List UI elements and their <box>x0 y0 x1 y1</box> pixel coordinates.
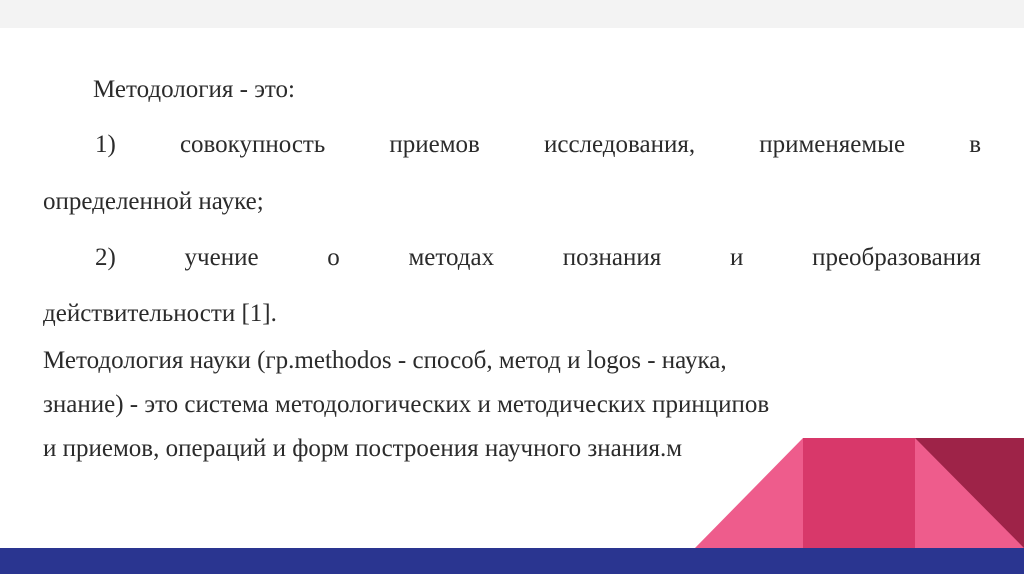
item2-word: о <box>327 244 340 271</box>
item1-word: применяемые <box>759 131 906 158</box>
item2-word: познания <box>562 244 662 271</box>
definition-line1: Методология науки (гр.methodos - способ, метод и logos - наука, <box>43 347 727 374</box>
item1-word: 1) <box>95 131 116 158</box>
definition-line2: знание) - это система методологических и методических принципов <box>43 391 770 418</box>
heading: Методология - это: <box>93 76 295 103</box>
item2-line2: действительности [1]. <box>43 300 277 327</box>
pink-block <box>803 438 915 548</box>
item2-line1 <box>95 243 981 273</box>
item2-word: методах <box>408 244 495 271</box>
item1-line1 <box>95 130 981 160</box>
item1-line2: определенной науке; <box>43 188 264 215</box>
item1-word: в <box>969 131 981 158</box>
item1-word: исследования, <box>543 131 696 158</box>
item2-word: преобразования <box>812 244 981 271</box>
bottom-bar <box>0 548 1024 574</box>
item2-word: и <box>729 244 744 271</box>
item2-word: 2) <box>95 244 116 271</box>
definition-line3: и приемов, операций и форм построения научного знания.м <box>43 435 683 462</box>
item1-word: приемов <box>389 131 480 158</box>
item1-word: совокупность <box>179 131 326 158</box>
item2-word: учение <box>184 244 259 271</box>
